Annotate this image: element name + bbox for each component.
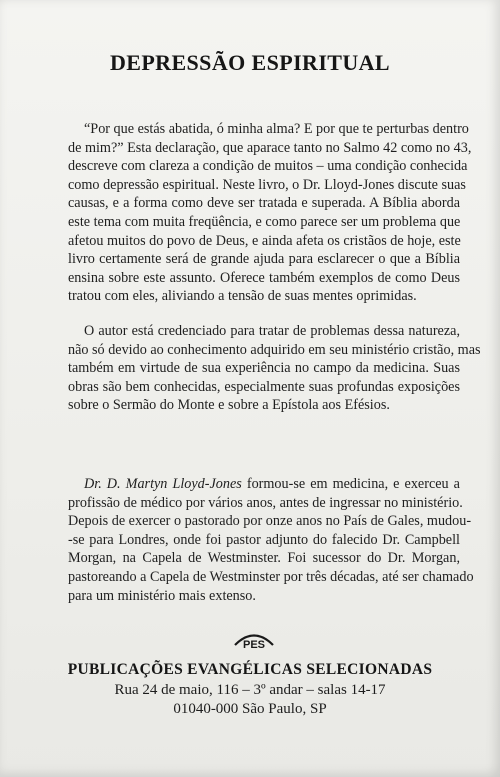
text-line: ensina sobre este assunto. Oferece também exemplos de como Deus bbox=[68, 269, 460, 286]
text-line: “Por que estás abatida, ó minha alma? E por que te perturbas dentro bbox=[84, 121, 469, 137]
text-line: descreve com clareza a condição de muitos – uma condição conhecida bbox=[68, 158, 468, 175]
text-line: afetou muitos do povo de Deus, e ainda afeta os cristãos de hoje, este bbox=[68, 232, 461, 249]
publisher-name: PUBLICAÇÕES EVANGÉLICAS SELECIONADAS bbox=[67, 661, 433, 678]
author-credentials-paragraph bbox=[68, 322, 481, 415]
text-fragment: formou-se em medicina, e exerceu a bbox=[241, 476, 460, 492]
text-line: para um ministério mais extenso. bbox=[68, 587, 256, 604]
text-line: sobre o Sermão do Monte e sobre a Epístola aos Efésios. bbox=[68, 397, 390, 414]
text-line: O autor está credenciado para tratar de problemas dessa natureza, bbox=[84, 323, 460, 339]
publisher-logo bbox=[232, 628, 276, 650]
text-line: causas, e a forma como deve ser tratada e superada. A Bíblia aborda bbox=[68, 195, 460, 212]
author-name: Dr. D. Martyn Lloyd-Jones bbox=[84, 476, 242, 492]
text-line: obras são bem conhecidas, especialmente suas profundas exposições bbox=[68, 378, 460, 395]
text-line: Depois de exercer o pastorado por onze anos no País de Gales, mudou- bbox=[68, 513, 472, 530]
text-line: pastoreando a Capela de Westminster por três décadas, até ser chamado bbox=[68, 568, 474, 585]
text-line: como depressão espiritual. Neste livro, o Dr. Lloyd-Jones discute suas bbox=[68, 176, 466, 193]
text-line: livro certamente será de grande ajuda para esclarecer o que a Bíblia bbox=[68, 251, 460, 268]
text-line: este tema com muita freqüência, e como parece ser um problema que bbox=[68, 213, 461, 230]
logo-text: PES bbox=[242, 639, 266, 650]
text-line: tratou com eles, aliviando a tensão de suas mentes oprimidas. bbox=[68, 288, 417, 305]
text-line bbox=[68, 475, 460, 494]
author-bio-paragraph bbox=[68, 475, 474, 605]
page-title: DEPRESSÃO ESPIRITUAL bbox=[109, 50, 390, 75]
text-line: não só devido ao conhecimento adquirido em seu ministério cristão, mas bbox=[68, 341, 481, 358]
publisher-address: Rua 24 de maio, 116 – 3º andar – salas 14-17 bbox=[114, 682, 386, 698]
text-line: -se para Londres, onde foi pastor adjunto do falecido Dr. Campbell bbox=[68, 531, 460, 548]
text-line: Morgan, na Capela de Westminster. Foi sucessor do Dr. Morgan, bbox=[68, 550, 460, 567]
synopsis-paragraph bbox=[68, 120, 472, 306]
text-line: profissão de médico por vários anos, antes de ingressar no ministério. bbox=[68, 494, 463, 511]
publisher-city: 01040-000 São Paulo, SP bbox=[173, 701, 327, 717]
text-line: de mim?” Esta declaração, que aparace tanto no Salmo 42 como no 43, bbox=[68, 139, 472, 156]
text-line: também em virtude de sua experiência no campo da medicina. Suas bbox=[68, 360, 460, 377]
